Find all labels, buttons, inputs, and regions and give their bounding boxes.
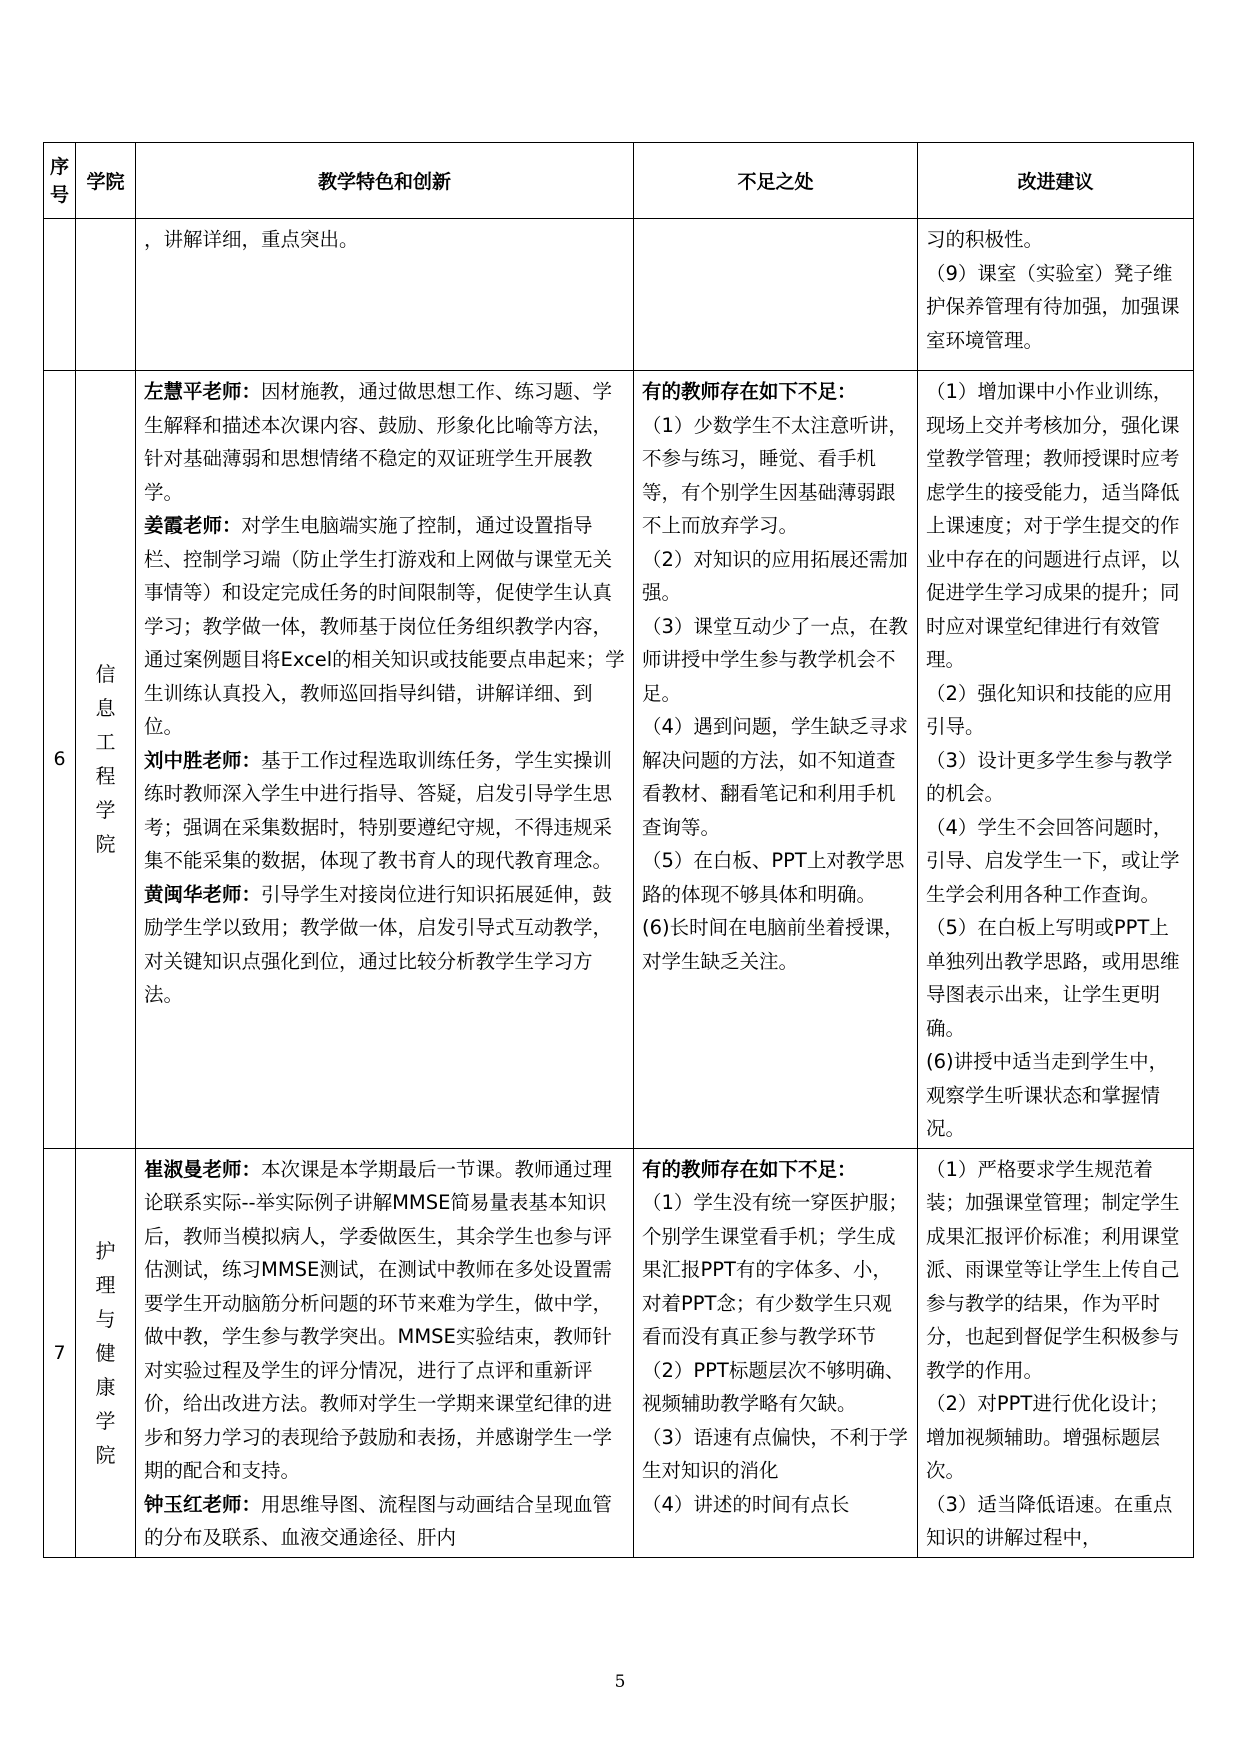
shortcoming-item: （2）对知识的应用拓展还需加强。: [642, 547, 908, 604]
suggestion-item: （3）适当降低语速。在重点知识的讲解过程中，: [926, 1492, 1173, 1549]
teacher-feature: [144, 744, 627, 878]
row-number: 6: [44, 371, 76, 1149]
suggestions-cell: [918, 219, 1194, 371]
evaluation-table: [43, 142, 1194, 1558]
suggestion-item: （1）严格要求学生规范着装；加强课堂管理；制定学生成果汇报评价标准；利用课堂派、雨课堂等让学生上传自己参与教学的结果，作为平时分，也起到督促学生积极参与教学的作用。: [926, 1157, 1180, 1382]
header-features: 教学特色和创新: [136, 143, 634, 219]
shortcomings-title: 有的教师存在如下不足：: [642, 380, 857, 403]
features-cell: [136, 371, 634, 1149]
college-name: 护 理 与 健 康 学 院: [76, 1148, 136, 1557]
teacher-name: 姜霞老师：: [144, 514, 242, 537]
table-row: [44, 219, 1194, 371]
feature-text: 基于工作过程选取训练任务，学生实操训练时教师深入学生中进行指导、答疑，启发引导学生思考；强调在采集数据时，特别要遵纪守规，不得违规采集不能采集的数据，体现了教书育人的现代教育理念。: [144, 748, 613, 872]
row-number: 7: [44, 1148, 76, 1557]
table-row: [44, 1148, 1194, 1557]
shortcoming-item: （3）课堂互动少了一点，在教师讲授中学生参与教学机会不足。: [642, 614, 908, 705]
college-name: [76, 219, 136, 371]
college-name: 信 息 工 程 学 院: [76, 371, 136, 1149]
suggestions-cell: [918, 371, 1194, 1149]
table-row: [44, 371, 1194, 1149]
features-cell: [136, 1148, 634, 1557]
suggestion-item: （5）在白板上写明或PPT上单独列出教学思路，或用思维导图表示出来，让学生更明确。: [926, 916, 1180, 1040]
header-row: [44, 143, 1194, 219]
shortcoming-item: （3）语速有点偏快，不利于学生对知识的消化: [642, 1425, 908, 1482]
feature-text: 用思维导图、流程图与动画结合呈现血管的分布及联系、血液交通途径、肝内: [144, 1492, 613, 1549]
feature-text: ，讲解详细，重点突出。: [144, 228, 359, 251]
suggestion-item: （9）课室（实验室）凳子维护保养管理有待加强，加强课室环境管理。: [926, 261, 1180, 352]
header-college: 学院: [76, 143, 136, 219]
shortcoming-item: （2）PPT标题层次不够明确、视频辅助教学略有欠缺。: [642, 1358, 905, 1415]
suggestion-item: （2）强化知识和技能的应用引导。: [926, 681, 1173, 738]
teacher-feature: [144, 223, 627, 257]
shortcoming-item: （4）讲述的时间有点长: [642, 1492, 850, 1516]
suggestions-cell: [918, 1148, 1194, 1557]
teacher-name: 崔淑曼老师：: [144, 1157, 262, 1181]
suggestion-item: （2）对PPT进行优化设计；增加视频辅助。增强标题层次。: [926, 1392, 1169, 1482]
teacher-name: 黄闽华老师：: [144, 882, 262, 906]
suggestion-item: （4）学生不会回答问题时，引导、启发学生一下，或让学生学会利用各种工作查询。: [926, 815, 1180, 906]
teacher-name: 左慧平老师：: [144, 380, 262, 403]
shortcoming-item: （5）在白板、PPT上对教学思路的体现不够具体和明确。: [642, 849, 905, 906]
teacher-feature: [144, 509, 627, 744]
header-suggestions: 改进建议: [918, 143, 1194, 219]
shortcoming-item: (6)长时间在电脑前坐着授课，对学生缺乏关注。: [642, 916, 904, 973]
row-number: [44, 219, 76, 371]
shortcoming-item: （1）学生没有统一穿医护服；个别学生课堂看手机；学生成果汇报PPT有的字体多、小，对着PPT念；有少数学生只观看而没有真正参与教学环节: [642, 1191, 908, 1348]
feature-text: 引导学生对接岗位进行知识拓展延伸，鼓励学生学以致用；教学做一体，启发引导式互动教学，对关键知识点强化到位，通过比较分析教学生学习方法。: [144, 882, 613, 1006]
teacher-name: 刘中胜老师：: [144, 748, 262, 772]
suggestion-item: 习的积极性。: [926, 228, 1044, 251]
teacher-feature: [144, 375, 627, 509]
header-seq: 序 号: [44, 143, 76, 219]
header-shortcomings: 不足之处: [634, 143, 918, 219]
feature-text: 本次课是本学期最后一节课。教师通过理论联系实际--举实际例子讲解MMSE简易量表基本知识后，教师当模拟病人，学委做医生，其余学生也参与评估测试，练习MMSE测试，在测试中教师在多处设置需要学生开动脑筋分析问题的环节来难为学生，做中学，做中教，学生参与教学突出。MMSE实验结束，教师针对实验过程及学生的评分情况，进行了点评和重新评价，给出改进方法。教师对学生一学期来课堂纪律的进步和努力学习的表现给予鼓励和表扬，并感谢学生一学期的配合和支持。: [144, 1157, 613, 1482]
teacher-feature: [144, 1488, 627, 1555]
shortcomings-title: 有的教师存在如下不足：: [642, 1157, 857, 1181]
feature-text: 对学生电脑端实施了控制，通过设置指导栏、控制学习端（防止学生打游戏和上网做与课堂无关事情等）和设定完成任务的时间限制等，促使学生认真学习；教学做一体，教师基于岗位任务组织教学内容，通过案例题目将Excel的相关知识或技能要点串起来；学生训练认真投入，教师巡回指导纠错，讲解详细、到位。: [144, 514, 625, 738]
features-cell: [136, 219, 634, 371]
teacher-name: 钟玉红老师：: [144, 1492, 262, 1516]
shortcomings-cell: [634, 219, 918, 371]
shortcoming-item: （1）少数学生不太注意听讲，不参与练习，睡觉、看手机等，有个别学生因基础薄弱跟不上而放弃学习。: [642, 413, 908, 537]
shortcomings-cell: [634, 371, 918, 1149]
teacher-feature: [144, 878, 627, 1012]
teacher-feature: [144, 1153, 627, 1488]
page-number: 5: [614, 1672, 626, 1692]
suggestion-item: (6)讲授中适当走到学生中，观察学生听课状态和掌握情况。: [926, 1050, 1169, 1140]
suggestion-item: （3）设计更多学生参与教学的机会。: [926, 748, 1173, 805]
suggestion-item: （1）增加课中小作业训练，现场上交并考核加分，强化课堂教学管理；教师授课时应考虑学生的接受能力，适当降低上课速度；对于学生提交的作业中存在的问题进行点评，以促进学生学习成果的提升；同时应对课堂纪律进行有效管理。: [926, 380, 1180, 671]
shortcomings-cell: [634, 1148, 918, 1557]
shortcoming-item: （4）遇到问题，学生缺乏寻求解决问题的方法，如不知道查看教材、翻看笔记和利用手机查询等。: [642, 715, 908, 839]
feature-text: 因材施教，通过做思想工作、练习题、学生解释和描述本次课内容、鼓励、形象化比喻等方法，针对基础薄弱和思想情绪不稳定的双证班学生开展教学。: [144, 380, 613, 504]
